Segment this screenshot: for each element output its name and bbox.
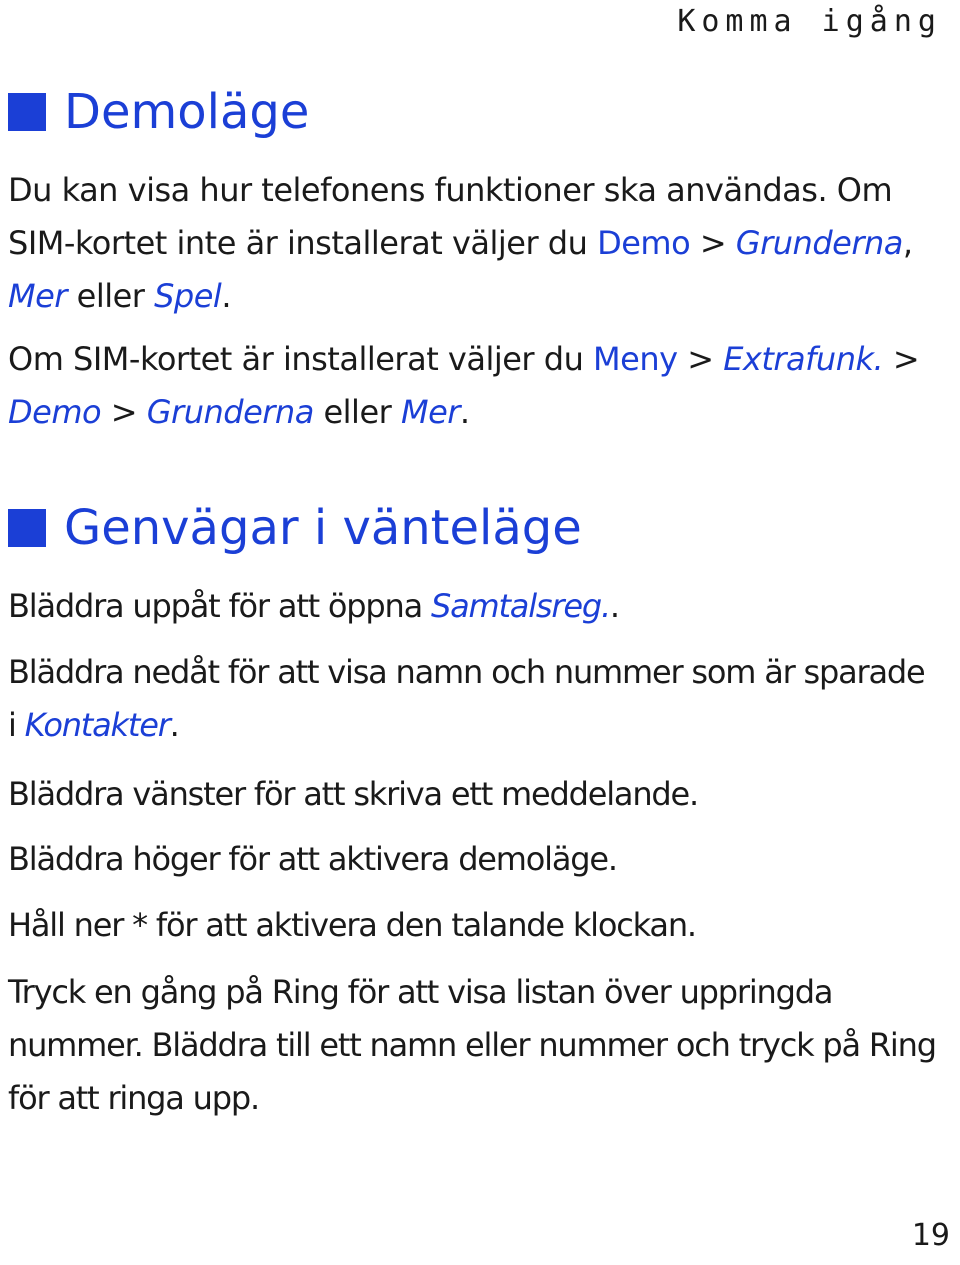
- section-title: Genvägar i vänteläge: [64, 500, 582, 556]
- menu-item-kontakter: Kontakter: [24, 706, 170, 744]
- text: Bläddra uppåt för att öppna: [8, 587, 431, 625]
- menu-item-mer: Mer: [8, 277, 67, 315]
- section-heading-genvagar: [8, 500, 582, 556]
- shortcut-ring: Tryck en gång på Ring för att visa listan över uppringda nummer. Bläddra till ett namn eller nummer och tryck på Ring för att ringa upp.: [8, 973, 936, 1117]
- section-heading-demolage: [8, 84, 309, 140]
- separator: >: [883, 340, 920, 378]
- shortcut-scroll-right: Bläddra höger för att aktivera demoläge.: [8, 840, 617, 878]
- separator: ,: [902, 224, 913, 262]
- text: Du kan visa hur telefonens funktioner ska användas. Om SIM-kortet inte är installerat väljer du: [8, 171, 893, 262]
- menu-item-samtalsreg: Samtalsreg.: [430, 587, 610, 625]
- shortcut-scroll-left: Bläddra vänster för att skriva ett meddelande.: [8, 775, 698, 813]
- text: .: [169, 706, 179, 744]
- shortcut-scroll-down: [8, 646, 938, 752]
- menu-item-demo: Demo: [8, 393, 102, 431]
- separator: >: [690, 224, 736, 262]
- separator: >: [677, 340, 724, 378]
- menu-item-mer: Mer: [400, 393, 460, 431]
- shortcut-hold-star: Håll ner * för att aktivera den talande klockan.: [8, 906, 696, 944]
- text: eller: [66, 277, 155, 315]
- section-title: Demoläge: [64, 84, 310, 140]
- shortcut-scroll-up: [8, 580, 938, 633]
- page-number: 19: [911, 1218, 950, 1253]
- paragraph-demo-no-sim: [8, 164, 938, 323]
- menu-item-meny: Meny: [593, 340, 678, 378]
- text: .: [609, 587, 619, 625]
- paragraph-demo-with-sim: [8, 333, 938, 439]
- square-bullet-icon: [8, 93, 46, 131]
- separator: >: [101, 393, 147, 431]
- square-bullet-icon: [8, 509, 46, 547]
- text: eller: [313, 393, 401, 431]
- menu-item-demo: Demo: [597, 224, 691, 262]
- running-head: Komma igång: [677, 4, 942, 39]
- text: .: [221, 277, 231, 315]
- menu-item-extrafunk: Extrafunk.: [723, 340, 884, 378]
- menu-item-spel: Spel: [154, 277, 222, 315]
- text: Bläddra nedåt för att visa namn och nummer som är sparade i: [8, 653, 925, 744]
- text: .: [459, 393, 470, 431]
- text: Om SIM-kortet är installerat väljer du: [8, 340, 594, 378]
- menu-item-grunderna: Grunderna: [146, 393, 314, 431]
- menu-item-grunderna: Grunderna: [735, 224, 903, 262]
